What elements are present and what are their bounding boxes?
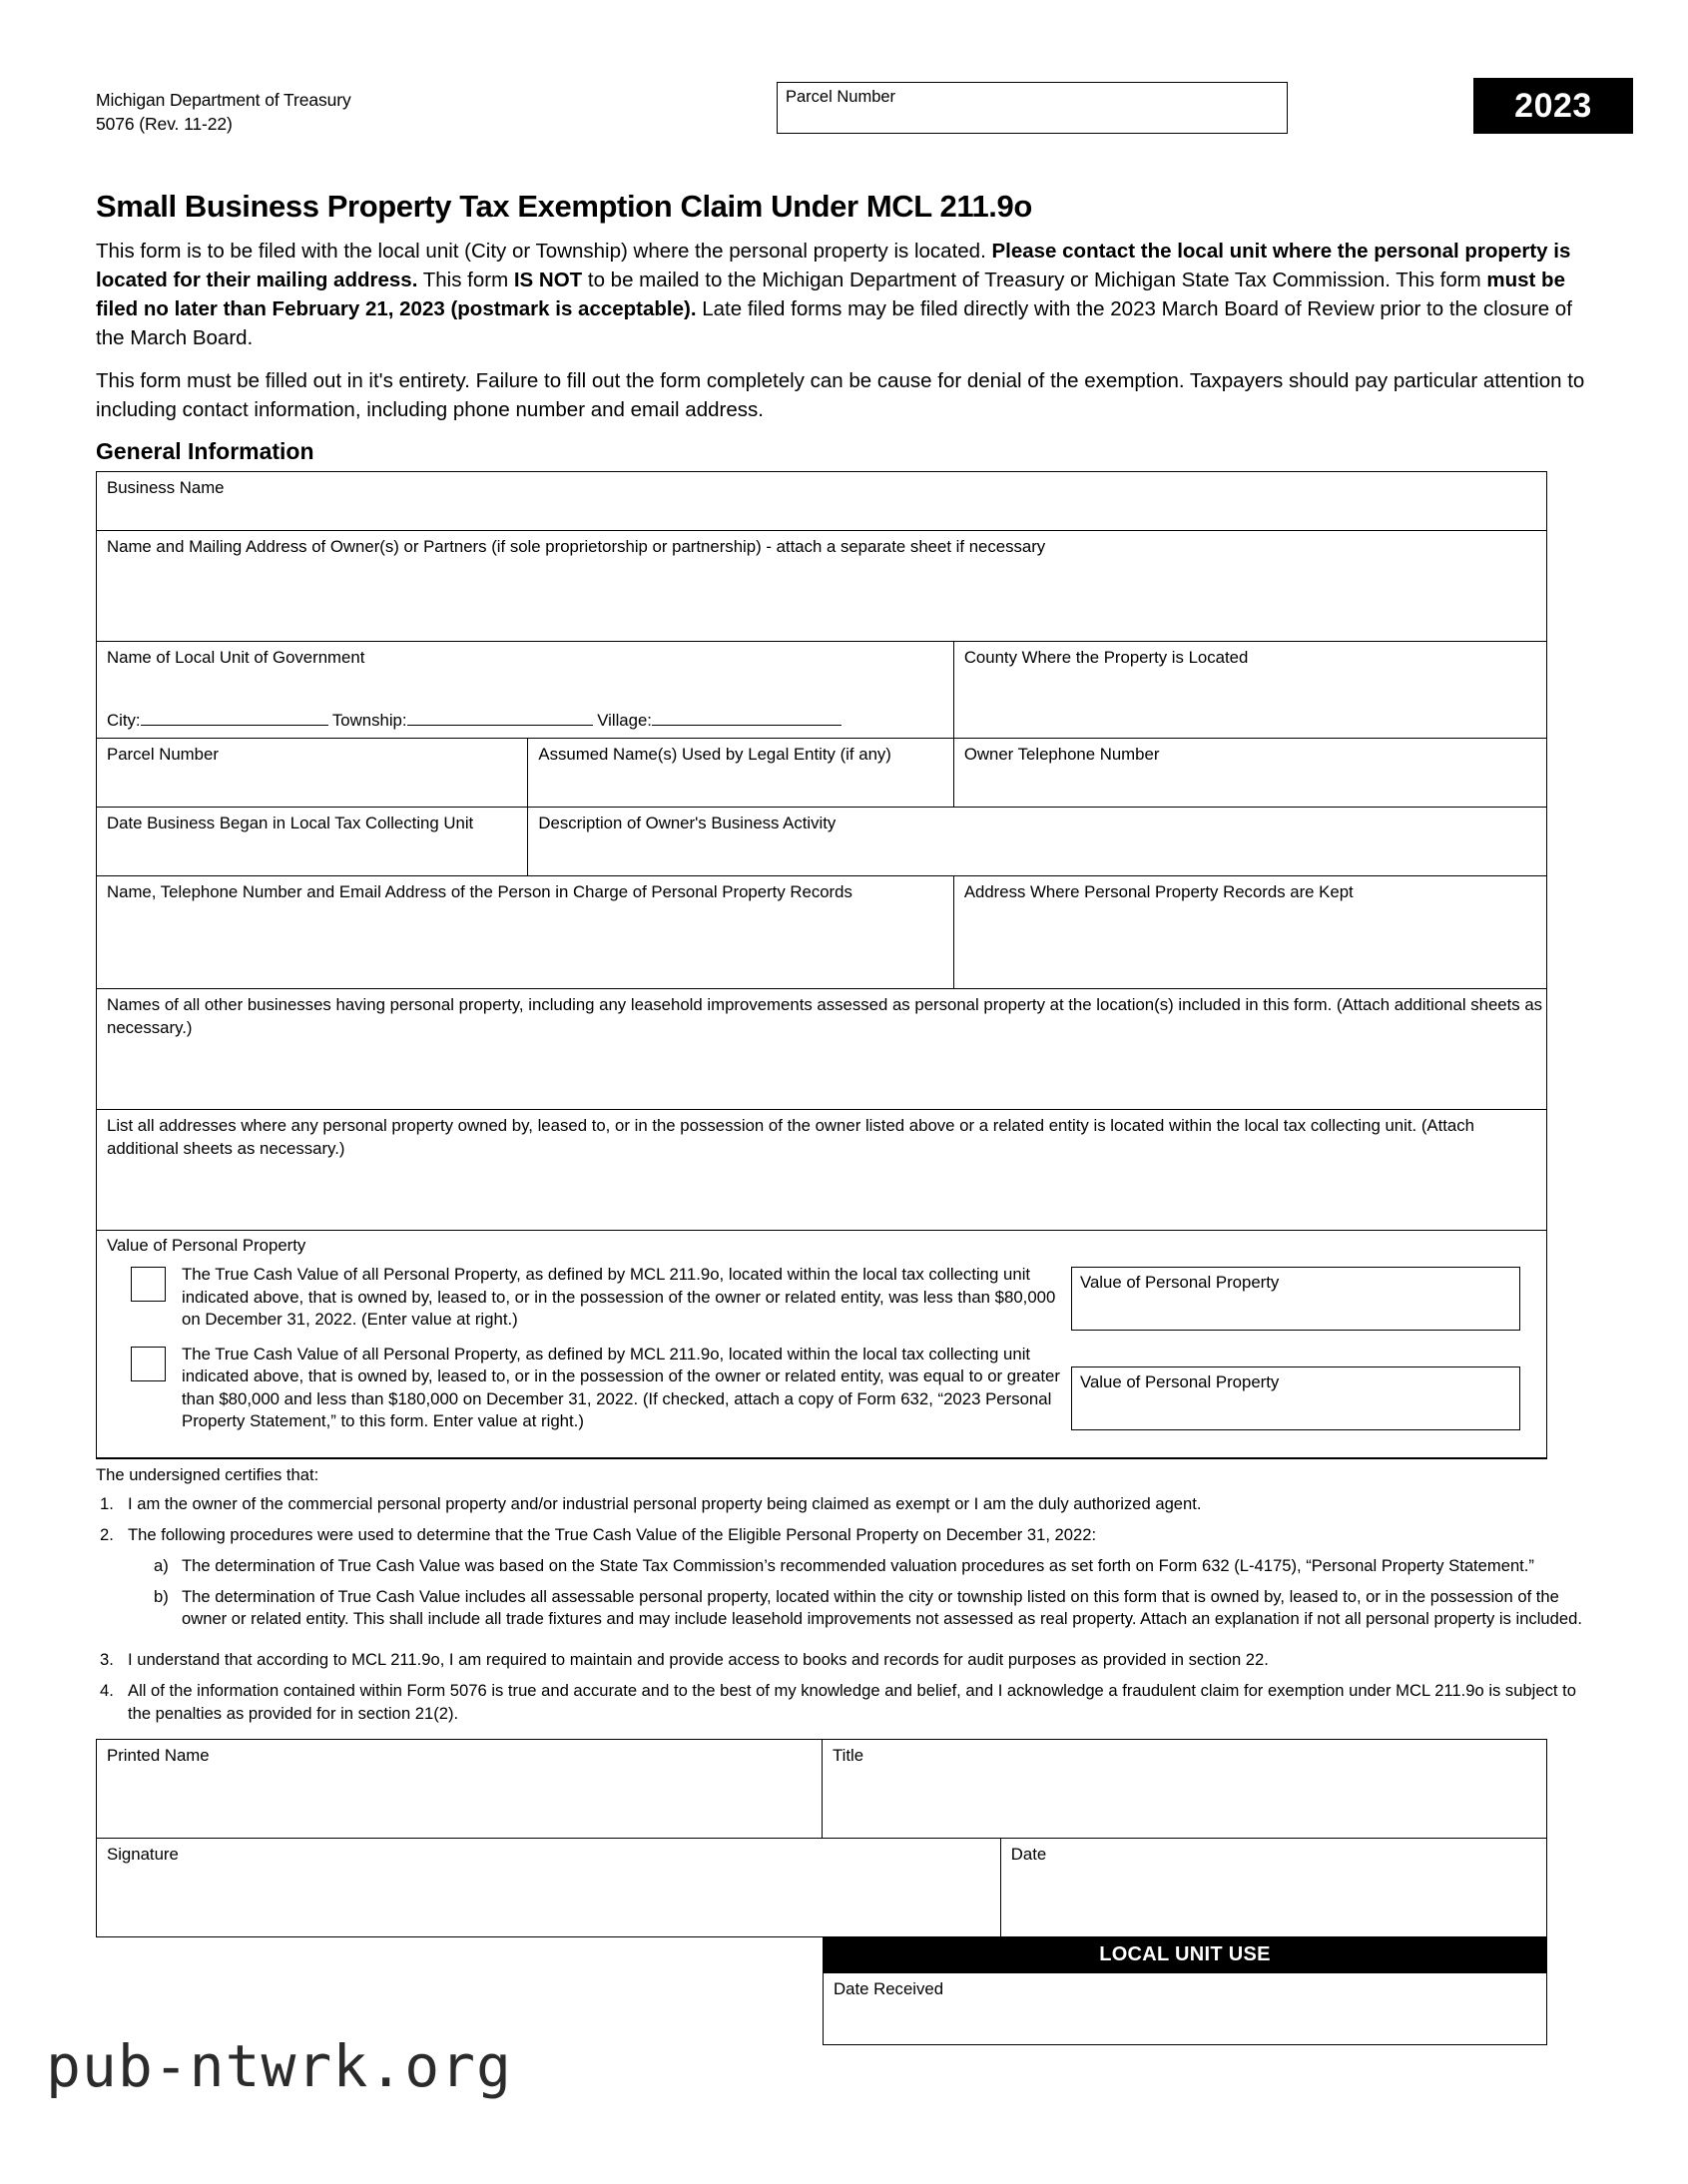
label-value-of-personal-property: Value of Personal Property: [107, 1236, 306, 1256]
label-owner-telephone: Owner Telephone Number: [963, 745, 1160, 765]
intro-paragraph-1: [96, 237, 1593, 352]
label-list-addresses: List all addresses where any personal property owned by, leased to, or in the possession of the owner listed above or a related entity is located within the local tax collecting unit. (Attach additional sheets as necessary.): [107, 1116, 1474, 1158]
field-business-activity[interactable]: [527, 808, 1546, 875]
intro-p1-seg2: This form: [417, 268, 514, 291]
local-unit-use-spacer: [96, 1937, 823, 2045]
label-assumed-names: Assumed Name(s) Used by Legal Entity (if any): [538, 745, 891, 765]
row-records-contact: [97, 876, 1546, 989]
certification-item-text: All of the information contained within Form 5076 is true and accurate and to the best of my knowledge and belief, and I acknowledge a fraudulent claim for exemption under MCL 211.9o is subject to the penalties as provided for in section 21(2).: [128, 1681, 1576, 1723]
label-signature: Signature: [107, 1845, 179, 1864]
label-title: Title: [833, 1746, 864, 1765]
label-date: Date: [1010, 1845, 1047, 1864]
certification-subitem: [128, 1586, 1593, 1631]
signature-table: [96, 1739, 1547, 1937]
row-local-unit-county: [97, 642, 1546, 739]
agency-identifier: [96, 88, 351, 136]
agency-name: Michigan Department of Treasury: [96, 90, 351, 110]
field-parcel-number[interactable]: [97, 739, 527, 807]
certification-item: [96, 1493, 1593, 1515]
row-date-began-activity: [97, 808, 1546, 876]
header-parcel-number-field[interactable]: [777, 82, 1288, 134]
field-list-addresses[interactable]: [97, 1110, 1546, 1230]
field-signature[interactable]: [97, 1839, 1000, 1936]
label-date-received: Date Received: [834, 1979, 944, 1998]
intro-p1-seg1: This form is to be filed with the local unit (City or Township) where the personal property is located.: [96, 239, 992, 263]
certification-item-number: 1.: [100, 1493, 114, 1513]
field-records-person[interactable]: [97, 876, 953, 988]
local-unit-use-row: [96, 1937, 1547, 2045]
label-business-activity: Description of Owner's Business Activity: [538, 814, 837, 833]
certification-item-text: I am the owner of the commercial personal property and/or industrial personal property being claimed as exempt or I am the duly authorized agent.: [128, 1493, 1202, 1513]
label-city: City:: [107, 711, 141, 731]
certification-subitem-text: The determination of True Cash Value includes all assessable personal property, located within the city or township listed on this form that is owned by, leased to, or in the possession of the owner or related entity. This shall include all trade fixtures and may include leasehold improvements not assessed as real property. Attach an explanation if not all personal property is included.: [182, 1587, 1582, 1629]
row-business-name: [97, 472, 1546, 531]
certification-subitem-marker: b): [154, 1587, 169, 1607]
intro-p1-seg3: to be mailed to the Michigan Department of Treasury or Michigan State Tax Commission. This form: [582, 268, 1487, 291]
certification-list: [96, 1493, 1593, 1725]
certification-item: [96, 1680, 1593, 1725]
certification-item-number: 3.: [100, 1649, 114, 1669]
claim-text-80000-to-180000: The True Cash Value of all Personal Property, as defined by MCL 211.9o, located within the local tax collecting unit indicated above, that is owned by, leased to, or in the possession of the owner or related entity, was equal to or greater than $80,000 and less than $180,000 on December 31, 2022. (If checked, attach a copy of Form 632, “2023 Personal Property Statement,” to this form. Enter value at right.): [182, 1344, 1060, 1431]
row-list-addresses: [97, 1110, 1546, 1231]
general-information-heading: General Information: [96, 438, 314, 465]
label-village: Village:: [597, 711, 652, 731]
label-printed-name: Printed Name: [107, 1746, 210, 1765]
label-parcel-number: Parcel Number: [107, 745, 219, 765]
certification-subitem-text: The determination of True Cash Value was based on the State Tax Commission’s recommended valuation procedures as set forth on Form 632 (L-4175), “Personal Property Statement.”: [182, 1555, 1534, 1575]
field-owner-telephone[interactable]: [953, 739, 1546, 807]
certification-item-body: [128, 1524, 1593, 1640]
label-owner-mailing-address: Name and Mailing Address of Owner(s) or Partners (if sole proprietorship or partnership) - attach a separate sheet if necessary: [107, 537, 1046, 557]
form-revision: 5076 (Rev. 11-22): [96, 114, 233, 135]
label-records-person: Name, Telephone Number and Email Address of the Person in Charge of Personal Property Records: [107, 882, 852, 902]
field-date-received[interactable]: [824, 1973, 1546, 2035]
checkbox-claim-under-80000[interactable]: [131, 1267, 166, 1302]
header-parcel-number-label: Parcel Number: [786, 88, 896, 106]
intro-p1-seg4: Late filed forms may be filed directly with the 2023 March Board of Review prior to the closure of the March Board.: [96, 296, 1572, 350]
label-value-box-1: Value of Personal Property: [1080, 1273, 1280, 1293]
label-other-businesses: Names of all other businesses having personal property, including any leasehold improvements assessed as personal property at the location(s) included in this form. (Attach additional sheets as necessary.): [107, 995, 1543, 1037]
certification-item-number: 2.: [100, 1525, 114, 1545]
certification-subitem: [128, 1555, 1593, 1577]
row-printed-name-title: [97, 1740, 1546, 1839]
field-title[interactable]: [822, 1740, 1546, 1838]
field-other-businesses[interactable]: [97, 989, 1546, 1109]
field-owner-mailing-address[interactable]: [97, 531, 1546, 641]
site-watermark: pub-ntwrk.org: [46, 2032, 512, 2100]
field-records-address[interactable]: [953, 876, 1546, 988]
form-header: [96, 88, 1593, 168]
label-value-box-2: Value of Personal Property: [1080, 1372, 1280, 1392]
checkbox-claim-80000-to-180000[interactable]: [131, 1347, 166, 1381]
label-county: County Where the Property is Located: [963, 648, 1249, 668]
field-assumed-names[interactable]: [527, 739, 952, 807]
intro-p1-bold1: Please contact the local unit where the personal property is located for their mailing address.: [96, 239, 1571, 291]
field-county[interactable]: [953, 642, 1546, 738]
field-business-name[interactable]: [97, 472, 1546, 530]
local-unit-use-header: LOCAL UNIT USE: [824, 1937, 1546, 1973]
label-business-name: Business Name: [107, 478, 225, 498]
label-township: Township:: [331, 711, 407, 731]
fill-township[interactable]: [407, 711, 593, 726]
field-value-of-personal-property-1[interactable]: [1071, 1267, 1520, 1331]
row-parcel-assumed-phone: [97, 739, 1546, 808]
page-title: Small Business Property Tax Exemption Claim Under MCL 211.9o: [96, 189, 1032, 224]
fill-village[interactable]: [652, 711, 842, 726]
claim-text-under-80000: The True Cash Value of all Personal Property, as defined by MCL 211.9o, located within the local tax collecting unit indicated above, that is owned by, leased to, or in the possession of the owner or related entity, was less than $80,000 on December 31, 2022. (Enter value at right.): [182, 1265, 1056, 1330]
intro-p1-bold3: must be filed no later than February 21, 2023 (postmark is acceptable).: [96, 268, 1565, 320]
certification-item-text: I understand that according to MCL 211.9o, I am required to maintain and provide access to books and records for audit purposes as provided in section 22.: [128, 1649, 1269, 1669]
field-local-unit-of-government[interactable]: [97, 642, 953, 738]
label-records-address: Address Where Personal Property Records are Kept: [963, 882, 1354, 902]
row-owner-address: [97, 531, 1546, 642]
label-date-business-began: Date Business Began in Local Tax Collecting Unit: [107, 814, 474, 833]
certification-lead: The undersigned certifies that:: [96, 1464, 319, 1484]
certification-subitem-marker: a): [154, 1555, 169, 1575]
certification-item-number: 4.: [100, 1681, 114, 1701]
row-signature-date: [97, 1839, 1546, 1937]
local-unit-type-fills: [107, 711, 842, 731]
certification-item-text: The following procedures were used to determine that the True Cash Value of the Eligible Personal Property on December 31, 2022:: [128, 1525, 1097, 1545]
intro-p1-bold2: IS NOT: [513, 268, 583, 291]
certification-item: [96, 1649, 1593, 1671]
row-other-businesses: [97, 989, 1546, 1110]
field-date[interactable]: [1000, 1839, 1546, 1936]
field-value-of-personal-property-2[interactable]: [1071, 1366, 1520, 1430]
certification-sublist: [128, 1555, 1593, 1631]
local-unit-use-block: [823, 1937, 1547, 2045]
form-sheet: [96, 0, 1593, 2045]
field-printed-name[interactable]: [97, 1740, 822, 1838]
certification-item: [96, 1524, 1593, 1640]
field-date-business-began[interactable]: [97, 808, 527, 875]
fill-city[interactable]: [141, 711, 328, 726]
intro-paragraph-2: This form must be filled out in it's entirety. Failure to fill out the form completely can be cause for denial of the exemption. Taxpayers should pay particular attention to including contact information, including phone number and email address.: [96, 369, 1585, 422]
general-information-table: [96, 471, 1547, 1231]
value-of-personal-property-section: [96, 1231, 1547, 1459]
tax-year-badge: 2023: [1473, 78, 1633, 134]
label-local-unit-of-government: Name of Local Unit of Government: [107, 648, 365, 668]
